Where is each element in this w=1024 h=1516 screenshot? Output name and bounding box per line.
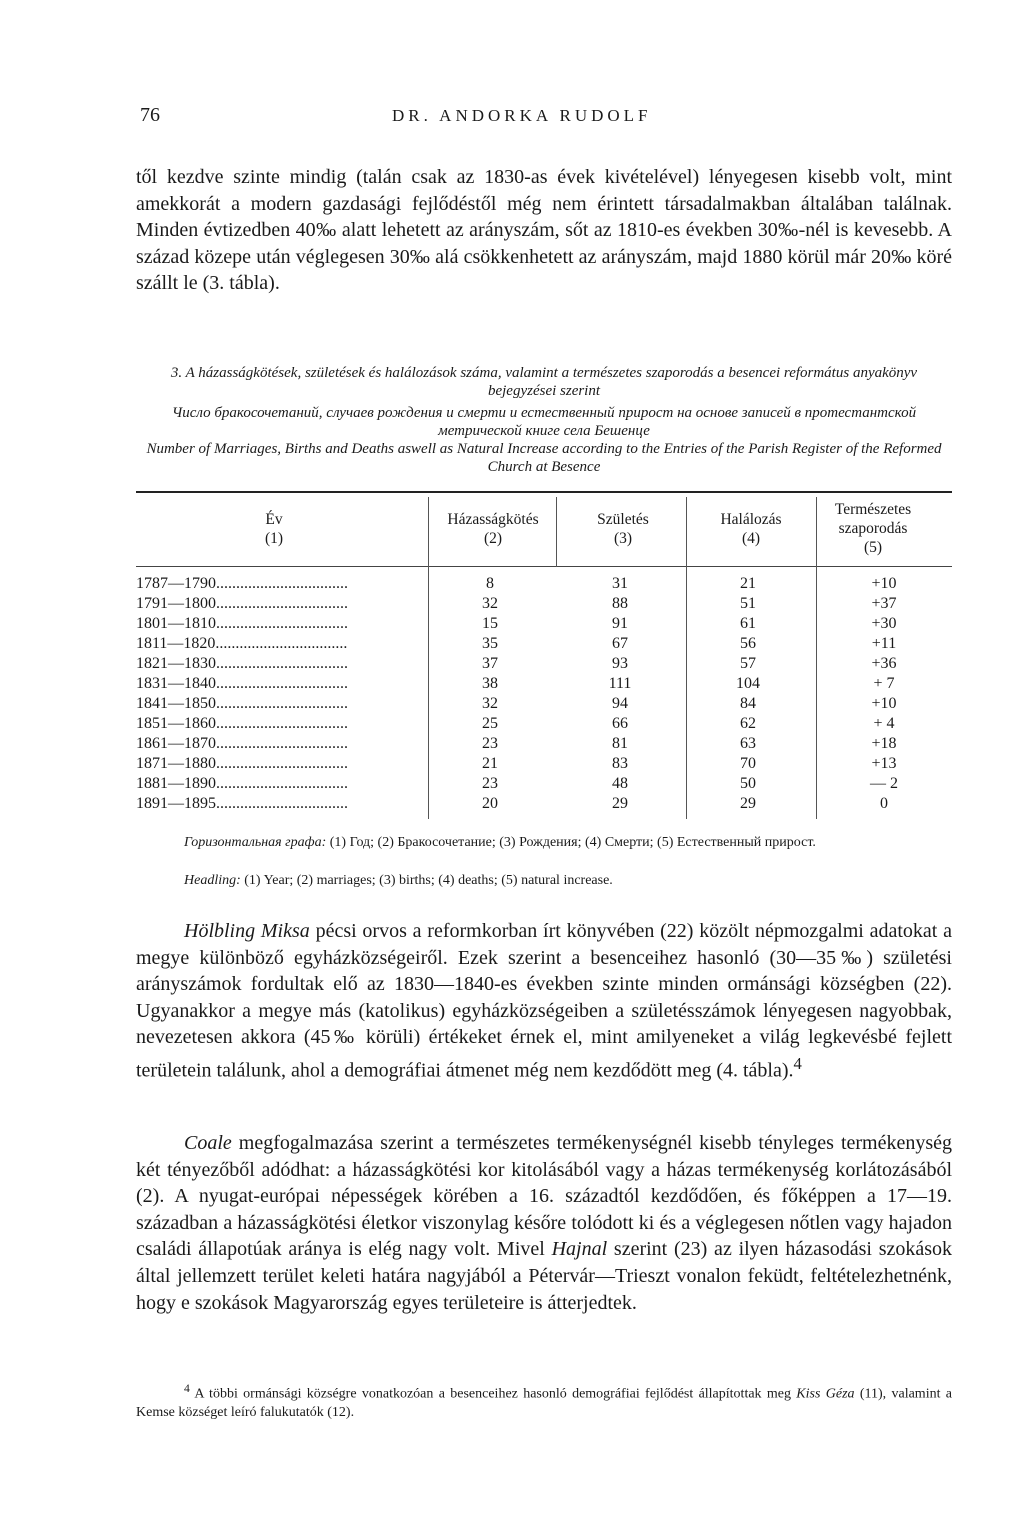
row-births: 93 [612,655,628,672]
row-deaths: 51 [740,595,756,612]
row-deaths: 104 [736,675,760,692]
note-russian: Горизонтальная графа: (1) Год; (2) Бракосочетание; (3) Рождения; (4) Смерти; (5) Естественный прирост. [184,835,816,850]
page-number: 76 [140,104,160,126]
note-english: Headling: (1) Year; (2) marriages; (3) births; (4) deaths; (5) natural increase. [184,873,613,888]
row-births: 81 [612,735,628,752]
table-top-rule [136,491,952,493]
row-period: 1811—1820................................. [136,635,348,652]
row-natural-increase: +37 [871,595,897,612]
row-marriages: 25 [482,715,498,732]
row-deaths: 50 [740,775,756,792]
row-births: 29 [612,795,628,812]
row-natural-increase: +11 [871,635,897,652]
row-marriages: 23 [482,775,498,792]
row-marriages: 20 [482,795,498,812]
row-births: 67 [612,635,628,652]
row-deaths: 70 [740,755,756,772]
author-name: Hölbling Miksa [184,920,310,942]
row-deaths: 84 [740,695,756,712]
row-natural-increase: — 2 [870,775,898,792]
row-deaths: 29 [740,795,756,812]
row-births: 83 [612,755,628,772]
row-natural-increase: + 7 [873,675,895,692]
row-deaths: 56 [740,635,756,652]
paragraph-1: től kezdve szinte mindig (talán csak az 1830-as évek kivételével) lényegesen kisebb volt, mint amekkorát a modern gazdasági fejlődéstől még nem érintett társadalmakban általában találnak. Minden évtizedben 40‰ alatt lehetett az arányszám, sőt az 1810-es években 30‰-nél is kevesebb. A század közepe után véglegesen 30‰ alá csökkenhetett az arányszám, majd 1880 körül már 20‰ köré szállt le (3. tábla). [136,166,952,294]
row-deaths: 57 [740,655,756,672]
row-marriages: 35 [482,635,498,652]
row-natural-increase: 0 [880,795,888,812]
row-births: 94 [612,695,628,712]
paragraph-2: Hölbling Miksa pécsi orvos a reformkorban írt könyvében (22) közölt népmozgalmi adatokat a megye különböző egyházközségeiről. Ezek szerint a besenceihez hasonló (30—35‰) születési arányszámok fordultak elő az 1830—1840-es években szinte minden ormánsági községben (22). Ugyanakkor a megye más (katolikus) egyházközségeiben a születésszámok lényegesen nagyobbak, nevezetesen akkora (45‰ körüli) értékeket érnek el, mint amilyeneket a világ legkevésbé fejlett területein találunk, ahol a demográfiai átmenet még nem kezdődött meg (4. tábla).$^4$ [136,920,953,1082]
running-head: DR. ANDORKA RUDOLF [392,106,652,125]
row-natural-increase: +10 [871,575,897,592]
row-marriages: 15 [482,615,498,632]
table-header-rule [136,566,952,567]
column-divider [428,497,429,819]
table-caption-ru: Число бракосочетаний, случаев рождения и смерти и естественный прирост на основе записей в протестантской метрической книге села Бешенце [171,405,917,439]
row-period: 1861—1870................................. [136,735,348,752]
row-marriages: 21 [482,755,498,772]
row-period: 1801—1810................................. [136,615,348,632]
row-period: 1871—1880................................. [136,755,348,772]
row-natural-increase: +18 [871,735,897,752]
row-natural-increase: +36 [871,655,897,672]
row-natural-increase: +13 [871,755,897,772]
row-births: 111 [608,675,632,692]
author-name: Coale [184,1132,232,1154]
row-period: 1891—1895................................. [136,795,348,812]
row-period: 1881—1890................................. [136,775,348,792]
column-header-year: Év (1) [264,511,284,547]
row-marriages: 23 [482,735,498,752]
row-natural-increase: +10 [871,695,897,712]
row-deaths: 63 [740,735,756,752]
row-births: 88 [612,595,628,612]
row-natural-increase: +30 [871,615,897,632]
footnote: $^4$ A többi ormánsági községre vonatkozóan a besenceihez hasonló demográfiai fejlődést állapítottak meg Kiss Géza (11), valamint a Kemse községet leíró falukutatók (12). [136,1382,953,1420]
row-period: 1791—1800................................. [136,595,348,612]
row-marriages: 32 [482,595,498,612]
column-divider [686,497,687,819]
row-marriages: 8 [486,575,494,592]
table-caption-en: Number of Marriages, Births and Deaths aswell as Natural Increase according to the Entries of the Parish Register of the Reformed Church at Besence [146,441,942,475]
row-period: 1841—1850................................. [136,695,348,712]
row-deaths: 62 [740,715,756,732]
column-header-births: Születés (3) [597,511,649,547]
row-births: 31 [612,575,628,592]
row-marriages: 38 [482,675,498,692]
row-deaths: 21 [740,575,756,592]
row-deaths: 61 [740,615,756,632]
paragraph-3: Coale megfogalmazása szerint a természetes termékenységnél kisebb tényleges termékenység két tényezőből adódhat: a házasságkötési kor kitolásából vagy a házas termékenység korlátozásából (2). A nyugat-európai népességek körében a 16. századtól kezdődően, és főképpen a 17—19. században a házasságkötési életkor viszonylag későre tolódott ki és a véglegesen nőtlen vagy hajadon családi állapotúak aránya is elég nagy volt. Mivel Hajnal szerint (23) az ilyen házasodási szokások által jellemzett terület keleti határa nagyjából a Pétervár—Trieszt vonalon feküdt, feltételezhetnénk, hogy e szokások Magyarország egyes területeire is átterjedtek. [136,1132,953,1314]
row-marriages: 37 [482,655,498,672]
row-period: 1821—1830................................. [136,655,348,672]
table-caption-hu: 3. A házasságkötések, születések és halálozások száma, valamint a természetes szaporodás a besencei református anyakönyv bejegyzései szerint [170,365,918,399]
row-period: 1851—1860................................. [136,715,348,732]
row-natural-increase: + 4 [873,715,895,732]
column-divider [556,497,557,567]
column-header-natural-increase: Természetes szaporodás (5) [834,501,912,556]
footnote-ref: 4 [793,1053,802,1073]
column-header-marriages: Házasságkötés (2) [447,511,539,547]
row-marriages: 32 [482,695,498,712]
row-period: 1831—1840................................. [136,675,348,692]
column-header-deaths: Halálozás (4) [720,511,782,547]
row-births: 91 [612,615,628,632]
row-births: 66 [612,715,628,732]
row-period: 1787—1790................................. [136,575,348,592]
row-births: 48 [612,775,628,792]
author-name: Hajnal [551,1238,608,1261]
